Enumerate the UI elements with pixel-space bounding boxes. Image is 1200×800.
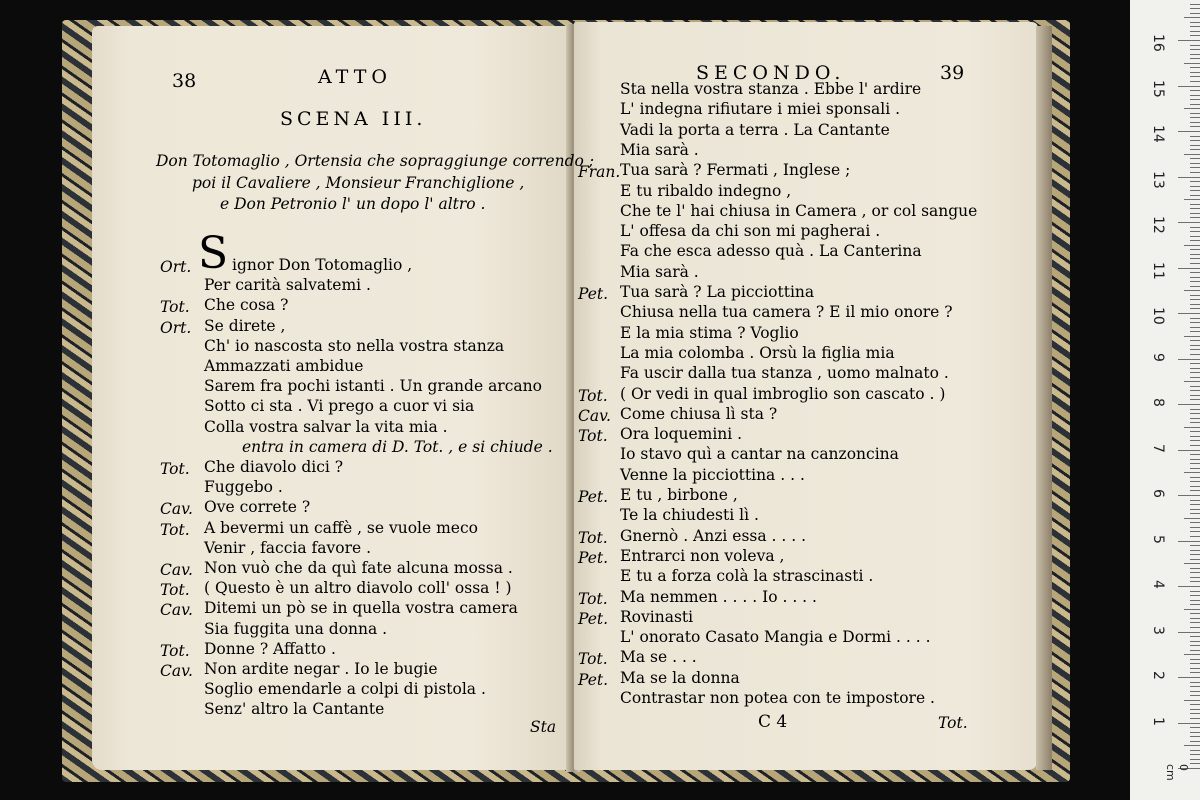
ruler-tick xyxy=(1190,682,1200,683)
dialogue-line: E tu a forza colà la strascinasti . xyxy=(620,567,874,586)
ruler-tick xyxy=(1190,422,1200,423)
ruler-tick xyxy=(1178,586,1200,587)
speaker-label: Tot. xyxy=(160,298,190,317)
ruler-tick xyxy=(1190,195,1200,196)
ruler-tick xyxy=(1184,245,1200,246)
ruler-tick xyxy=(1190,327,1200,328)
ruler-tick xyxy=(1190,377,1200,378)
ruler-tick xyxy=(1190,340,1200,341)
ruler-tick xyxy=(1190,600,1200,601)
ruler-tick xyxy=(1178,632,1200,633)
dialogue-line: Come chiusa lì sta ? xyxy=(620,404,778,423)
speaker-label: Tot. xyxy=(578,650,608,669)
ruler-tick xyxy=(1190,54,1200,55)
ruler-tick xyxy=(1190,90,1200,91)
ruler-tick xyxy=(1190,240,1200,241)
signature-mark: C 4 xyxy=(758,712,788,732)
ruler-tick xyxy=(1190,49,1200,50)
speaker-label: Ort. xyxy=(160,318,192,337)
ruler-tick xyxy=(1190,217,1200,218)
dialogue-line: Ove correte ? xyxy=(204,498,311,517)
ruler-tick xyxy=(1190,58,1200,59)
ruler-tick xyxy=(1190,213,1200,214)
ruler-tick xyxy=(1190,490,1200,491)
ruler-tick xyxy=(1190,295,1200,296)
ruler-tick xyxy=(1178,677,1200,678)
ruler-tick xyxy=(1190,413,1200,414)
ruler-tick xyxy=(1190,409,1200,410)
ruler-tick xyxy=(1178,313,1200,314)
ruler-tick xyxy=(1190,613,1200,614)
ruler-tick xyxy=(1190,140,1200,141)
ruler-tick xyxy=(1190,4,1200,5)
ruler-tick xyxy=(1178,131,1200,132)
ruler-tick xyxy=(1190,500,1200,501)
dialogue-line: Chiusa nella tua camera ? E il mio onore ? xyxy=(620,303,953,322)
dialogue-line: Mia sarà . xyxy=(620,262,699,281)
dialogue-line: Mia sarà . xyxy=(620,140,699,159)
ruler-tick xyxy=(1178,404,1200,405)
speaker-label: Pet. xyxy=(578,609,609,628)
ruler-tick xyxy=(1190,95,1200,96)
ruler-number: 5 xyxy=(1150,534,1166,544)
ruler-tick xyxy=(1190,45,1200,46)
ruler-tick xyxy=(1190,477,1200,478)
ruler-tick xyxy=(1190,509,1200,510)
dialogue-line: Colla vostra salvar la vita mia . xyxy=(204,417,448,436)
dialogue-line: Donne ? Affatto . xyxy=(204,639,336,658)
ruler-tick xyxy=(1190,504,1200,505)
speaker-label: Tot. xyxy=(160,641,190,660)
ruler-tick xyxy=(1190,463,1200,464)
dialogue-line: Contrastar non potea con te impostore . xyxy=(620,689,935,707)
ruler-tick xyxy=(1190,363,1200,364)
ruler-tick xyxy=(1178,177,1200,178)
ruler-tick xyxy=(1190,345,1200,346)
ruler-tick xyxy=(1190,636,1200,637)
ruler-tick xyxy=(1178,723,1200,724)
ruler-tick xyxy=(1190,741,1200,742)
right-page-number: 39 xyxy=(940,62,965,84)
ruler-tick xyxy=(1190,163,1200,164)
speaker-label: Pet. xyxy=(578,548,609,567)
speaker-label: Cav. xyxy=(160,662,193,680)
ruler-tick xyxy=(1190,554,1200,555)
stage-direction-line: e Don Petronio l' un dopo l' altro . xyxy=(220,195,486,213)
dialogue-line: Non ardite negar . Io le bugie xyxy=(204,660,438,678)
ruler-tick xyxy=(1190,204,1200,205)
dialogue-line: Che te l' hai chiusa in Camera , or col sangue xyxy=(620,201,978,220)
dialogue-line: ignor Don Totomaglio , xyxy=(232,256,413,274)
ruler-tick xyxy=(1190,181,1200,182)
ruler-tick xyxy=(1190,672,1200,673)
ruler-tick xyxy=(1178,222,1200,223)
ruler-tick xyxy=(1190,145,1200,146)
drop-cap: S xyxy=(198,228,229,279)
ruler-tick xyxy=(1190,81,1200,82)
ruler-tick xyxy=(1190,627,1200,628)
dialogue-line: Ammazzati ambidue xyxy=(204,357,364,375)
ruler-tick xyxy=(1190,595,1200,596)
dialogue-line: Venir , faccia favore . xyxy=(204,538,372,557)
ruler-tick xyxy=(1178,40,1200,41)
ruler-number: 9 xyxy=(1150,352,1166,362)
ruler-tick xyxy=(1184,472,1200,473)
dialogue-line: Sia fuggita una donna . xyxy=(204,619,388,638)
dialogue-line: Senz' altro la Cantante xyxy=(204,700,385,719)
dialogue-line: Rovinasti xyxy=(620,607,694,626)
ruler-tick xyxy=(1190,322,1200,323)
right-running-head: SECONDO. xyxy=(696,62,846,84)
dialogue-line: ( Questo è un altro diavolo coll' ossa ! ) xyxy=(204,579,512,598)
ruler-tick xyxy=(1190,704,1200,705)
dialogue-line: Sarem fra pochi istanti . Un grande arcano xyxy=(204,377,542,396)
ruler-tick xyxy=(1190,736,1200,737)
ruler-tick xyxy=(1190,126,1200,127)
ruler-tick xyxy=(1178,268,1200,269)
ruler-tick xyxy=(1190,418,1200,419)
dialogue-line: Tua sarà ? Fermati , Inglese ; xyxy=(620,161,851,180)
dialogue-line: Ditemi un pò se in quella vostra camera xyxy=(204,599,518,618)
dialogue-line: Sotto ci sta . Vi prego a cuor vi sia xyxy=(204,397,475,416)
ruler-number: 1 xyxy=(1150,716,1166,726)
dialogue-line: L' offesa da chi son mi pagherai . xyxy=(620,222,881,241)
dialogue-line: entra in camera di D. Tot. , e si chiude . xyxy=(242,437,553,456)
ruler-tick xyxy=(1190,172,1200,173)
dialogue-line: Fa che esca adesso quà . La Canterina xyxy=(620,242,922,261)
ruler-tick xyxy=(1184,108,1200,109)
left-running-head: ATTO xyxy=(318,66,392,88)
speaker-label: Cav. xyxy=(160,561,193,579)
ruler-tick xyxy=(1190,304,1200,305)
dialogue-line: Non vuò che da quì fate alcuna mossa . xyxy=(204,559,513,577)
ruler-tick xyxy=(1184,199,1200,200)
dialogue-line: Fa uscir dalla tua stanza , uomo malnato . xyxy=(620,364,949,383)
stage-direction-line: poi il Cavaliere , Monsieur Franchiglione , xyxy=(192,174,525,192)
dialogue-line: Sta nella vostra stanza . Ebbe l' ardire xyxy=(620,80,922,98)
ruler-tick xyxy=(1190,67,1200,68)
dialogue-line: ( Or vedi in qual imbroglio son cascato . ) xyxy=(620,384,946,403)
ruler-tick xyxy=(1190,167,1200,168)
ruler-tick xyxy=(1190,732,1200,733)
ruler-tick xyxy=(1190,227,1200,228)
ruler-tick xyxy=(1184,427,1200,428)
scene-title: SCENA III. xyxy=(280,108,427,130)
dialogue-line: Ma nemmen . . . . Io . . . . xyxy=(620,587,817,606)
ruler-tick xyxy=(1190,622,1200,623)
ruler-tick xyxy=(1178,495,1200,496)
ruler-tick xyxy=(1190,281,1200,282)
ruler-tick xyxy=(1190,618,1200,619)
page-edges xyxy=(1036,26,1052,770)
dialogue-line: Per carità salvatemi . xyxy=(204,276,371,295)
ruler-tick xyxy=(1190,536,1200,537)
ruler-tick xyxy=(1184,518,1200,519)
ruler-tick xyxy=(1190,659,1200,660)
ruler-tick xyxy=(1190,113,1200,114)
ruler-tick xyxy=(1190,186,1200,187)
ruler-tick xyxy=(1190,759,1200,760)
ruler-tick xyxy=(1190,236,1200,237)
ruler-tick xyxy=(1190,149,1200,150)
speaker-label: Tot. xyxy=(160,581,190,600)
dialogue-line: Gnernò . Anzi essa . . . . xyxy=(620,526,807,545)
ruler-tick xyxy=(1190,572,1200,573)
ruler-tick xyxy=(1190,513,1200,514)
ruler-tick xyxy=(1190,663,1200,664)
ruler-tick xyxy=(1184,654,1200,655)
ruler-tick xyxy=(1190,372,1200,373)
dialogue-line: Soglio emendarle a colpi di pistola . xyxy=(204,680,486,699)
ruler-tick xyxy=(1190,299,1200,300)
speaker-label: Cav. xyxy=(578,406,611,425)
dialogue-line: E tu ribaldo indegno , xyxy=(620,181,792,200)
ruler-tick xyxy=(1190,454,1200,455)
speaker-label: Tot. xyxy=(578,427,608,446)
ruler-tick xyxy=(1190,727,1200,728)
dialogue-line: Ch' io nascosta sto nella vostra stanza xyxy=(204,336,505,355)
dialogue-line: Vadi la porta a terra . La Cantante xyxy=(620,120,890,139)
dialogue-line: Entrarci non voleva , xyxy=(620,546,785,565)
ruler-tick xyxy=(1190,545,1200,546)
speaker-label: Pet. xyxy=(578,670,609,689)
dialogue-line: Se direte , xyxy=(204,316,286,335)
ruler-tick xyxy=(1190,645,1200,646)
ruler-tick xyxy=(1184,381,1200,382)
ruler-tick xyxy=(1190,468,1200,469)
ruler-tick xyxy=(1190,35,1200,36)
ruler-tick xyxy=(1190,26,1200,27)
ruler-tick xyxy=(1190,258,1200,259)
ruler-tick xyxy=(1190,399,1200,400)
ruler-tick xyxy=(1190,208,1200,209)
ruler-tick xyxy=(1190,531,1200,532)
ruler-tick xyxy=(1190,249,1200,250)
dialogue-line: Tua sarà ? La picciottina xyxy=(620,283,815,301)
ruler-tick xyxy=(1190,718,1200,719)
ruler-tick xyxy=(1190,577,1200,578)
stage-direction-line: Don Totomaglio , Ortensia che sopraggiunge correndo ; xyxy=(156,152,594,170)
ruler-tick xyxy=(1184,700,1200,701)
ruler-number: 4 xyxy=(1150,580,1166,589)
dialogue-line: E la mia stima ? Voglio xyxy=(620,323,799,342)
ruler-number: 15 xyxy=(1150,79,1166,98)
ruler-number: 7 xyxy=(1150,443,1166,453)
dialogue-line: Io stavo quì a cantar na canzoncina xyxy=(620,445,899,464)
dialogue-line: Che cosa ? xyxy=(204,296,289,315)
ruler-tick xyxy=(1190,650,1200,651)
dialogue-line: L' indegna rifiutare i miei sponsali . xyxy=(620,100,901,119)
ruler-tick xyxy=(1184,154,1200,155)
ruler-tick xyxy=(1190,254,1200,255)
ruler-tick xyxy=(1190,713,1200,714)
ruler-tick xyxy=(1190,190,1200,191)
speaker-label: Pet. xyxy=(578,285,609,303)
ruler-tick xyxy=(1190,591,1200,592)
ruler-tick xyxy=(1190,709,1200,710)
right-catchword: Tot. xyxy=(938,714,968,732)
ruler-tick xyxy=(1184,336,1200,337)
ruler-tick xyxy=(1190,13,1200,14)
ruler-tick xyxy=(1190,31,1200,32)
ruler-tick xyxy=(1190,568,1200,569)
ruler-tick xyxy=(1190,99,1200,100)
ruler-number: 12 xyxy=(1150,216,1166,234)
ruler-number: 11 xyxy=(1150,261,1166,280)
ruler-number: 10 xyxy=(1150,307,1166,325)
ruler-tick xyxy=(1190,390,1200,391)
ruler-tick xyxy=(1190,318,1200,319)
ruler-tick xyxy=(1190,763,1200,764)
ruler-tick xyxy=(1190,691,1200,692)
ruler-tick xyxy=(1190,522,1200,523)
ruler-tick xyxy=(1190,8,1200,9)
ruler-tick xyxy=(1190,286,1200,287)
ruler-tick xyxy=(1190,308,1200,309)
ruler-tick xyxy=(1190,481,1200,482)
ruler-tick xyxy=(1190,263,1200,264)
ruler-tick xyxy=(1190,436,1200,437)
ruler-tick xyxy=(1190,559,1200,560)
ruler-tick xyxy=(1178,86,1200,87)
ruler-tick xyxy=(1190,76,1200,77)
ruler-tick xyxy=(1190,395,1200,396)
speaker-label: Tot. xyxy=(578,589,608,608)
ruler-tick xyxy=(1190,231,1200,232)
ruler-tick xyxy=(1184,290,1200,291)
ruler-tick xyxy=(1184,609,1200,610)
dialogue-line: Fuggebo . xyxy=(204,478,283,497)
ruler-tick xyxy=(1190,486,1200,487)
speaker-label: Tot. xyxy=(160,520,190,539)
ruler-tick xyxy=(1190,386,1200,387)
ruler-tick xyxy=(1184,63,1200,64)
ruler-tick xyxy=(1178,450,1200,451)
speaker-label: Ort. xyxy=(160,258,192,276)
dialogue-line: La mia colomba . Orsù la figlia mia xyxy=(620,343,895,362)
ruler-tick xyxy=(1190,72,1200,73)
ruler-number: 6 xyxy=(1150,489,1166,498)
ruler-unit: 0 cm xyxy=(1164,764,1190,781)
dialogue-line: Che diavolo dici ? xyxy=(204,458,344,476)
ruler-tick xyxy=(1190,136,1200,137)
ruler-tick xyxy=(1184,745,1200,746)
ruler-tick xyxy=(1190,104,1200,105)
ruler-tick xyxy=(1190,122,1200,123)
ruler-number: 13 xyxy=(1150,170,1166,189)
ruler-tick xyxy=(1190,117,1200,118)
ruler-tick xyxy=(1190,754,1200,755)
dialogue-line: L' onorato Casato Mangia e Dormi . . . . xyxy=(620,628,931,647)
ruler-tick xyxy=(1190,668,1200,669)
ruler-tick xyxy=(1190,22,1200,23)
ruler-number: 16 xyxy=(1150,34,1166,52)
ruler-tick xyxy=(1184,17,1200,18)
ruler-tick xyxy=(1190,550,1200,551)
speaker-label: Cav. xyxy=(160,601,193,620)
ruler-tick xyxy=(1190,459,1200,460)
ruler-tick xyxy=(1190,277,1200,278)
ruler-tick xyxy=(1190,527,1200,528)
dialogue-line: Ora loquemini . xyxy=(620,425,743,444)
ruler-tick xyxy=(1190,349,1200,350)
speaker-label: Cav. xyxy=(160,500,193,519)
ruler-number: 3 xyxy=(1150,625,1166,635)
ruler-tick xyxy=(1190,750,1200,751)
speaker-label: Tot. xyxy=(578,528,608,547)
dialogue-line: E tu , birbone , xyxy=(620,486,738,504)
speaker-label: Pet. xyxy=(578,488,609,506)
dialogue-line: Ma se la donna xyxy=(620,668,740,687)
ruler-tick xyxy=(1190,158,1200,159)
left-catchword: Sta xyxy=(530,718,557,736)
ruler-tick xyxy=(1190,604,1200,605)
dialogue-line: Te la chiudesti lì . xyxy=(620,506,759,525)
ruler-tick xyxy=(1190,368,1200,369)
ruler-tick xyxy=(1184,563,1200,564)
ruler-tick xyxy=(1190,445,1200,446)
ruler-tick xyxy=(1178,541,1200,542)
speaker-label: Tot. xyxy=(578,386,608,405)
ruler-tick xyxy=(1190,641,1200,642)
ruler-tick xyxy=(1190,354,1200,355)
speaker-label: Tot. xyxy=(160,460,190,478)
ruler-tick xyxy=(1190,695,1200,696)
ruler-tick xyxy=(1190,272,1200,273)
left-page-number: 38 xyxy=(172,70,197,92)
ruler-tick xyxy=(1190,686,1200,687)
dialogue-line: Venne la picciottina . . . xyxy=(620,465,805,484)
speaker-label: Fran. xyxy=(578,163,621,182)
ruler-tick xyxy=(1190,581,1200,582)
ruler-tick xyxy=(1178,359,1200,360)
dialogue-line: Ma se . . . xyxy=(620,648,697,667)
ruler-tick xyxy=(1190,431,1200,432)
ruler-number: 8 xyxy=(1150,398,1166,407)
ruler-tick xyxy=(1190,331,1200,332)
ruler-number: 2 xyxy=(1150,671,1166,680)
ruler-tick xyxy=(1190,440,1200,441)
ruler-number: 14 xyxy=(1150,125,1166,143)
dialogue-line: A bevermi un caffè , se vuole meco xyxy=(204,518,478,537)
